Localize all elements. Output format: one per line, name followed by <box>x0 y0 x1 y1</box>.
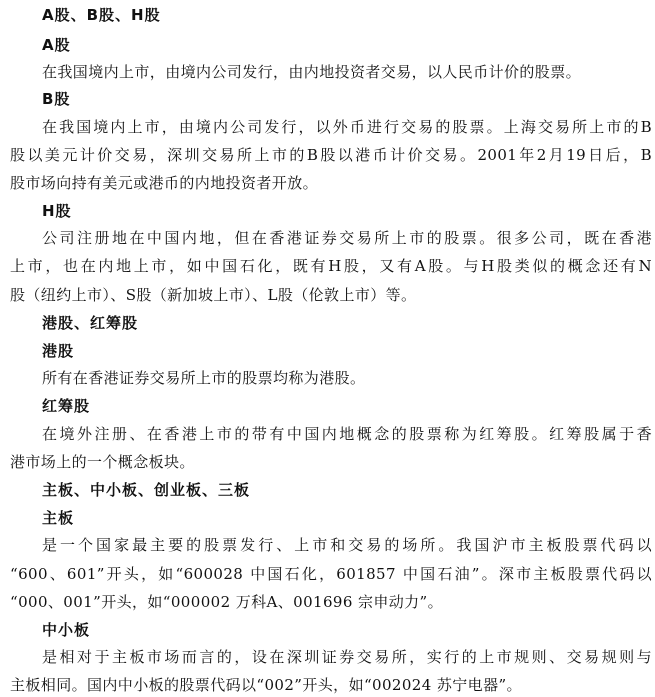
paragraph-sme-board-line-1: 是相对于主板市场而言的，设在深圳证券交易所，实行的上市规则、交易规则与 <box>42 648 652 666</box>
paragraph-main-board-line-1: 是一个国家最主要的股票发行、上市和交易的场所。我国沪市主板股票代码以 <box>42 536 652 554</box>
subheading-sme-board: 中小板 <box>42 621 91 639</box>
paragraph-b-shares-line-3: 股市场向持有美元或港币的内地投资者开放。 <box>10 174 319 192</box>
subheading-h-shares: H股 <box>42 202 72 220</box>
paragraph-red-chip-line-1: 在境外注册、在香港上市的带有中国内地概念的股票称为红筹股。红筹股属于香 <box>42 425 652 443</box>
paragraph-main-board-line-3: “000、001”开头，如“000002 万科A、001696 宗申动力”。 <box>10 593 444 611</box>
section-heading-boards: 主板、中小板、创业板、三板 <box>42 481 251 499</box>
paragraph-b-shares-line-1: 在我国境内上市，由境内公司发行，以外币进行交易的股票。上海交易所上市的B <box>42 118 652 136</box>
paragraph-red-chip-line-2: 港市场上的一个概念板块。 <box>10 453 195 471</box>
paragraph-hk-shares-line-1: 所有在香港证券交易所上市的股票均称为港股。 <box>42 369 366 387</box>
paragraph-h-shares-line-1: 公司注册地在中国内地，但在香港证券交易所上市的股票。很多公司，既在香港 <box>42 229 652 247</box>
subheading-hk-shares: 港股 <box>42 342 75 360</box>
subheading-b-shares: B股 <box>42 90 71 108</box>
paragraph-main-board-line-2: “600、601”开头，如“600028 中国石化，601857 中国石油”。深市主板股票代码以 <box>10 565 652 583</box>
subheading-a-shares: A股 <box>42 36 71 54</box>
subheading-main-board: 主板 <box>42 509 75 527</box>
subheading-red-chip: 红筹股 <box>42 397 91 415</box>
section-heading-a-b-h-shares: A股、B股、H股 <box>42 6 161 24</box>
paragraph-sme-board-line-2: 主板相同。国内中小板的股票代码以“002”开头，如“002024 苏宁电器”。 <box>10 676 522 694</box>
section-heading-hk-redchip: 港股、红筹股 <box>42 314 139 332</box>
paragraph-a-shares-line-1: 在我国境内上市，由境内公司发行，由内地投资者交易，以人民币计价的股票。 <box>42 63 582 81</box>
paragraph-h-shares-line-2: 上市，也在内地上市，如中国石化，既有H股，又有A股。与H股类似的概念还有N <box>10 257 652 275</box>
paragraph-h-shares-line-3: 股（纽约上市）、S股（新加坡上市）、L股（伦敦上市）等。 <box>10 286 417 304</box>
paragraph-b-shares-line-2: 股以美元计价交易，深圳交易所上市的B股以港币计价交易。2001年2月19日后，B <box>10 146 652 164</box>
